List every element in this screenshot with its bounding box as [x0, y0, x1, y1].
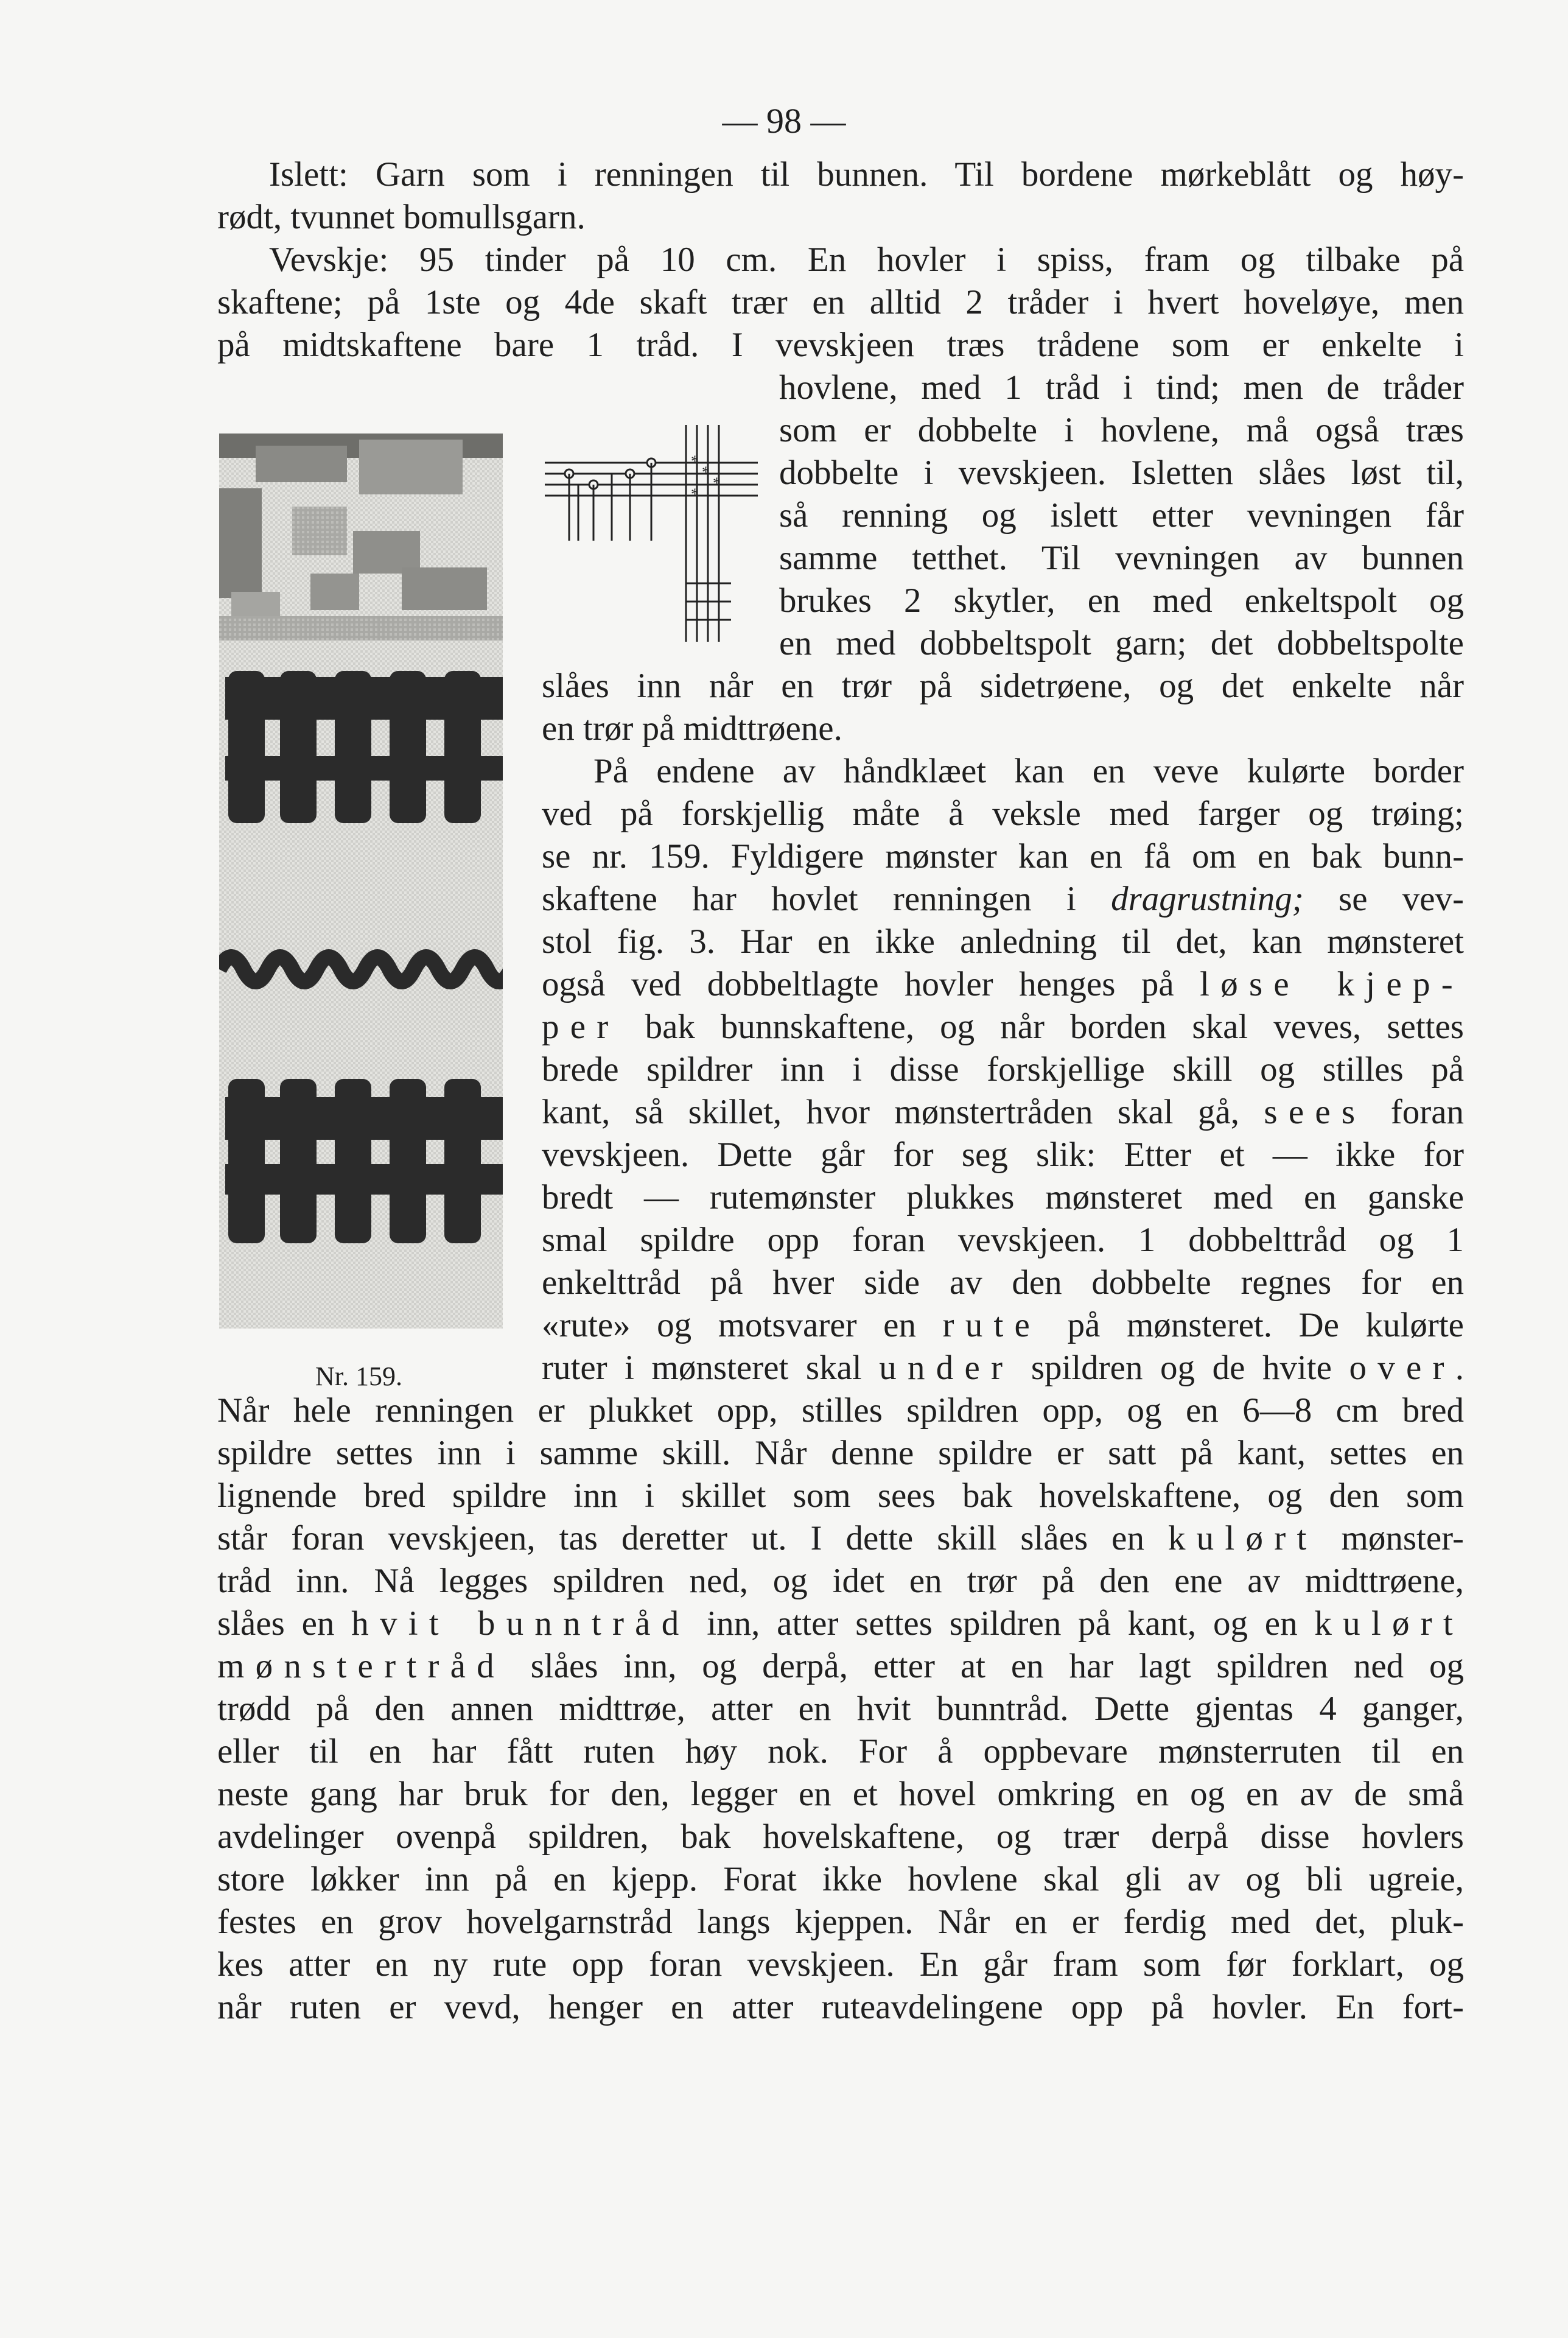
text-run: kant, så skillet, hvor mønstertråden skal gå,: [542, 1093, 1264, 1131]
text-run: smal spildre opp foran vevskjeen. 1 dobbelttråd og 1: [542, 1221, 1464, 1259]
text-run: stol fig. 3. Har en ikke anledning til det, kan mønsteret: [542, 922, 1464, 961]
text-run: kulørt: [1314, 1604, 1464, 1643]
text-run: per: [542, 1008, 620, 1046]
text-line: [269, 153, 1464, 196]
text-run: dobbelte i vevskjeen. Isletten slåes løst til,: [779, 454, 1464, 492]
text-run: mønstertråd: [217, 1647, 505, 1685]
text-line: [779, 494, 1464, 537]
text-run: en trør på midttrøene.: [542, 709, 842, 748]
text-line: [217, 1688, 1464, 1730]
page-number: — 98 —: [722, 101, 846, 141]
text-line: [217, 324, 1464, 367]
text-run: hovlene, med 1 tråd i tind; men de tråder: [779, 368, 1464, 407]
text-line: [542, 1219, 1464, 1262]
text-line: [217, 1986, 1464, 2029]
text-run: se nr. 159. Fyldigere mønster kan en få om en bak bunn-: [542, 837, 1464, 876]
text-run: så renning og islett etter vevningen får: [779, 496, 1464, 535]
text-line: [217, 1432, 1464, 1475]
text-line: [542, 1176, 1464, 1219]
text-run: samme tetthet. Til vevningen av bunnen: [779, 539, 1464, 577]
text-run: Vevskje: 95 tinder på 10 cm. En hovler i spiss, fram og tilbake på: [269, 240, 1464, 279]
text-run: står foran vevskjeen, tas deretter ut. I dette skill slåes en: [217, 1519, 1168, 1557]
svg-text:*: *: [702, 463, 710, 481]
text-run: skaftene; på 1ste og 4de skaft trær en alltid 2 tråder i hvert hoveløye, men: [217, 283, 1464, 321]
text-line: [217, 1645, 1464, 1688]
text-line: [542, 921, 1464, 963]
text-line: [217, 196, 586, 239]
text-run: under: [879, 1349, 1014, 1387]
text-run: rute: [942, 1306, 1041, 1344]
text-run: på midtskaftene bare 1 tråd. I vevskjeen træs trådene som er enkelte i: [217, 326, 1464, 364]
text-run: mønster-: [1317, 1519, 1464, 1557]
text-run: hvit bunntråd: [351, 1604, 690, 1643]
text-line: [542, 1048, 1464, 1091]
text-run: spildren og de hvite: [1013, 1349, 1349, 1387]
text-line: [217, 1475, 1464, 1517]
text-run: .: [1455, 1349, 1464, 1387]
text-run: store løkker inn på en kjepp. Forat ikke hovlene skal gli av og bli ugreie,: [217, 1860, 1464, 1898]
text-run: brukes 2 skytler, en med enkeltspolt og: [779, 581, 1464, 620]
text-run: «rute» og motsvarer en: [542, 1306, 943, 1344]
text-run: når ruten er vevd, henger en atter ruteavdelingene opp på hovler. En fort-: [217, 1988, 1464, 2026]
text-run: brede spildrer inn i disse forskjellige skill og stilles på: [542, 1050, 1464, 1089]
text-run: lignende bred spildre inn i skillet som sees bak hovelskaftene, og den som: [217, 1476, 1464, 1515]
text-run: slåes en: [217, 1604, 352, 1643]
text-run: trødd på den annen midttrøe, atter en hvit bunntråd. Dette gjentas 4 ganger,: [217, 1690, 1464, 1728]
text-line: [779, 452, 1464, 494]
text-line: [542, 1347, 1464, 1389]
figure-caption: Nr. 159.: [315, 1361, 402, 1391]
text-run: avdelinger ovenpå spildren, bak hovelskaftene, og trær derpå disse hovlers: [217, 1817, 1464, 1856]
text-run: også ved dobbeltlagte hovler henges på: [542, 965, 1200, 1003]
text-line: [779, 537, 1464, 580]
text-line: [269, 239, 1464, 281]
text-line: [542, 963, 1464, 1006]
text-run: dragrustning;: [1111, 880, 1304, 918]
text-run: løse kjep-: [1200, 965, 1464, 1003]
text-line: [217, 281, 1464, 324]
text-line: [542, 1304, 1464, 1347]
text-line: [217, 1603, 1464, 1645]
text-run: tråd inn. Nå legges spildren ned, og idet en trør på den ene av midttrøene,: [217, 1562, 1464, 1600]
text-line: [217, 1389, 1464, 1432]
text-run: enkelttråd på hver side av den dobbelte regnes for en: [542, 1263, 1464, 1302]
svg-text:*: *: [713, 474, 721, 492]
text-run: Når hele renningen er plukket opp, stilles spildren opp, og en 6—8 cm bred: [217, 1391, 1464, 1430]
text-line: [779, 622, 1464, 665]
text-run: skaftene har hovlet renningen i: [542, 880, 1111, 918]
svg-text:*: *: [691, 452, 699, 470]
text-line: [542, 707, 842, 750]
text-line: [217, 1858, 1464, 1901]
text-line: [217, 1773, 1464, 1816]
text-run: som er dobbelte i hovlene, må også træs: [779, 411, 1464, 449]
text-line: [217, 1730, 1464, 1773]
text-line: [542, 1091, 1464, 1134]
text-run: rødt, tvunnet bomullsgarn.: [217, 198, 586, 236]
text-run: bak bunnskaftene, og når borden skal veves, settes: [619, 1008, 1464, 1046]
text-run: ved på forskjellig måte å veksle med farger og trøing;: [542, 795, 1464, 833]
text-line: [542, 665, 1464, 707]
text-line: [542, 835, 1464, 878]
text-run: neste gang har bruk for den, legger en et hovel omkring en og en av de små: [217, 1775, 1464, 1813]
text-line: [217, 1901, 1464, 1943]
text-run: kulørt: [1167, 1519, 1318, 1557]
text-run: bredt — rutemønster plukkes mønsteret med en ganske: [542, 1178, 1464, 1216]
text-run: eller til en har fått ruten høy nok. For å oppbevare mønsterruten til en: [217, 1732, 1464, 1771]
text-run: inn, atter settes spildren på kant, og en: [690, 1604, 1315, 1643]
text-run: en med dobbeltspolt garn; det dobbeltspolte: [779, 624, 1464, 662]
text-run: kes atter en ny rute opp foran vevskjeen. En går fram som før forklart, og: [217, 1945, 1464, 1984]
text-run: foran: [1366, 1093, 1464, 1131]
text-line: [542, 793, 1464, 835]
text-line: [593, 750, 1464, 793]
text-run: slåes inn når en trør på sidetrøene, og det enkelte når: [542, 667, 1464, 705]
text-line: [542, 1134, 1464, 1176]
text-line: [542, 878, 1464, 921]
text-line: [779, 409, 1464, 452]
svg-text:*: *: [691, 485, 699, 503]
text-line: [217, 1943, 1464, 1986]
text-line: [779, 580, 1464, 622]
text-run: På endene av håndklæet kan en veve kulørte border: [593, 752, 1464, 790]
text-run: over: [1349, 1349, 1455, 1387]
text-run: se vev-: [1303, 880, 1465, 918]
text-line: [542, 1006, 1464, 1048]
text-run: slåes inn, og derpå, etter at en har lagt spildren ned og: [505, 1647, 1464, 1685]
text-line: [779, 367, 1464, 409]
text-run: spildre settes inn i samme skill. Når denne spildre er satt på kant, settes en: [217, 1434, 1464, 1472]
text-line: [217, 1816, 1464, 1858]
text-line: [217, 1517, 1464, 1560]
text-run: vevskjeen. Dette går for seg slik: Etter et — ikke for: [542, 1136, 1464, 1174]
text-run: ruter i mønsteret skal: [542, 1349, 880, 1387]
text-run: festes en grov hovelgarnstråd langs kjeppen. Når en er ferdig med det, pluk-: [217, 1903, 1464, 1941]
text-run: sees: [1264, 1093, 1367, 1131]
text-line: [217, 1560, 1464, 1603]
text-run: Islett: Garn som i renningen til bunnen. Til bordene mørkeblått og høy-: [269, 155, 1464, 194]
text-run: på mønsteret. De kulørte: [1041, 1306, 1464, 1344]
text-line: [542, 1262, 1464, 1304]
